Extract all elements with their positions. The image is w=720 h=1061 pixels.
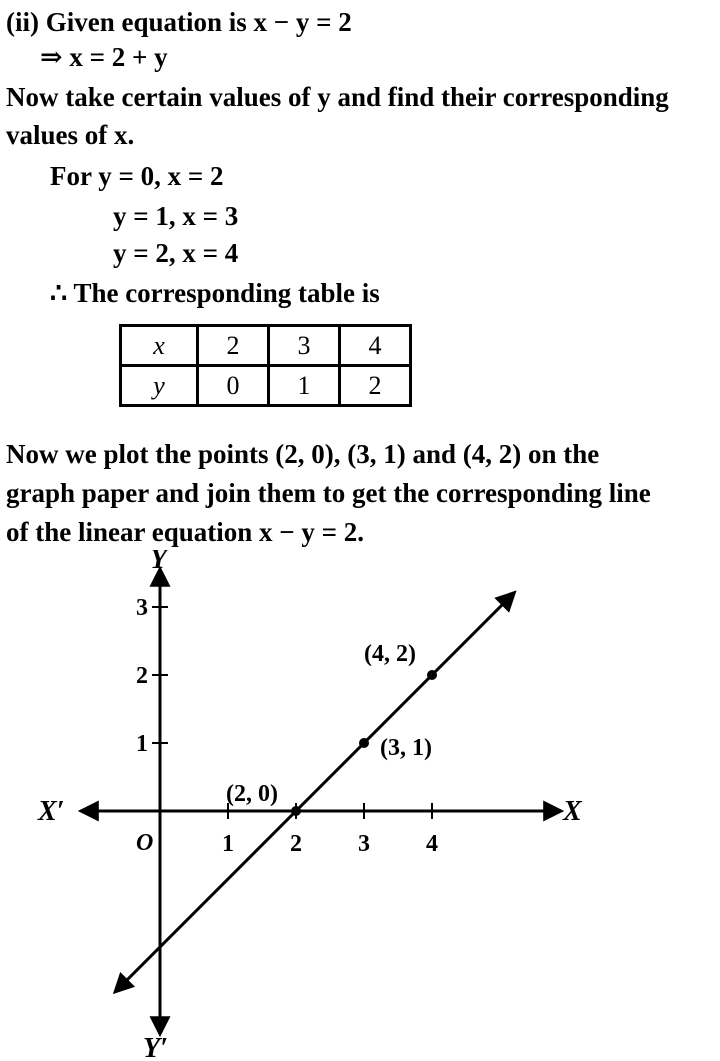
origin-label: O [136, 830, 154, 856]
y-axis-label: Y [150, 550, 168, 575]
x-tick-label: 2 [290, 831, 302, 857]
equation-line [116, 593, 514, 991]
text-y1: y = 1, x = 3 [113, 201, 239, 231]
text-implies-x: ⇒ x = 2 + y [40, 42, 168, 72]
text-y2: y = 2, x = 4 [113, 238, 239, 268]
table-row-header: x [121, 326, 198, 366]
table-row [121, 366, 411, 406]
table-cell: 2 [198, 326, 269, 366]
text-take-values: Now take certain values of y and find their corresponding [6, 82, 669, 112]
text-plot-points: Now we plot the points (2, 0), (3, 1) and (4, 2) on the [6, 439, 600, 469]
table-cell: 2 [340, 366, 411, 406]
x-tick-label: 1 [222, 831, 234, 857]
table-row-header: y [121, 366, 198, 406]
y-tick-label: 2 [136, 663, 148, 689]
text-graph-paper: graph paper and join them to get the corresponding line [6, 478, 651, 508]
x-neg-axis-label: X′ [38, 796, 65, 827]
x-axis-label: X [563, 796, 582, 827]
point-label: (4, 2) [364, 641, 416, 667]
x-tick-label: 4 [426, 831, 438, 857]
point-label: (2, 0) [226, 781, 278, 807]
data-point [359, 738, 369, 748]
text-values-of-x: values of x. [6, 120, 135, 150]
data-point [427, 670, 437, 680]
text-linear-equation: of the linear equation x − y = 2. [6, 517, 365, 547]
table-cell: 1 [269, 366, 340, 406]
table-cell: 0 [198, 366, 269, 406]
y-tick-label: 3 [136, 595, 148, 621]
y-tick-label: 1 [136, 731, 148, 757]
values-table [119, 324, 412, 407]
text-given-equation: (ii) Given equation is x − y = 2 [6, 7, 352, 37]
table-row [121, 326, 411, 366]
table-cell: 4 [340, 326, 411, 366]
line-graph [0, 550, 720, 1061]
data-point [291, 806, 301, 816]
x-tick-label: 3 [358, 831, 370, 857]
text-for-y0: For y = 0, x = 2 [50, 161, 224, 191]
y-neg-axis-label: Y′ [143, 1033, 168, 1061]
table-cell: 3 [269, 326, 340, 366]
text-table-intro: ∴ The corresponding table is [50, 278, 380, 308]
point-label: (3, 1) [380, 735, 432, 761]
